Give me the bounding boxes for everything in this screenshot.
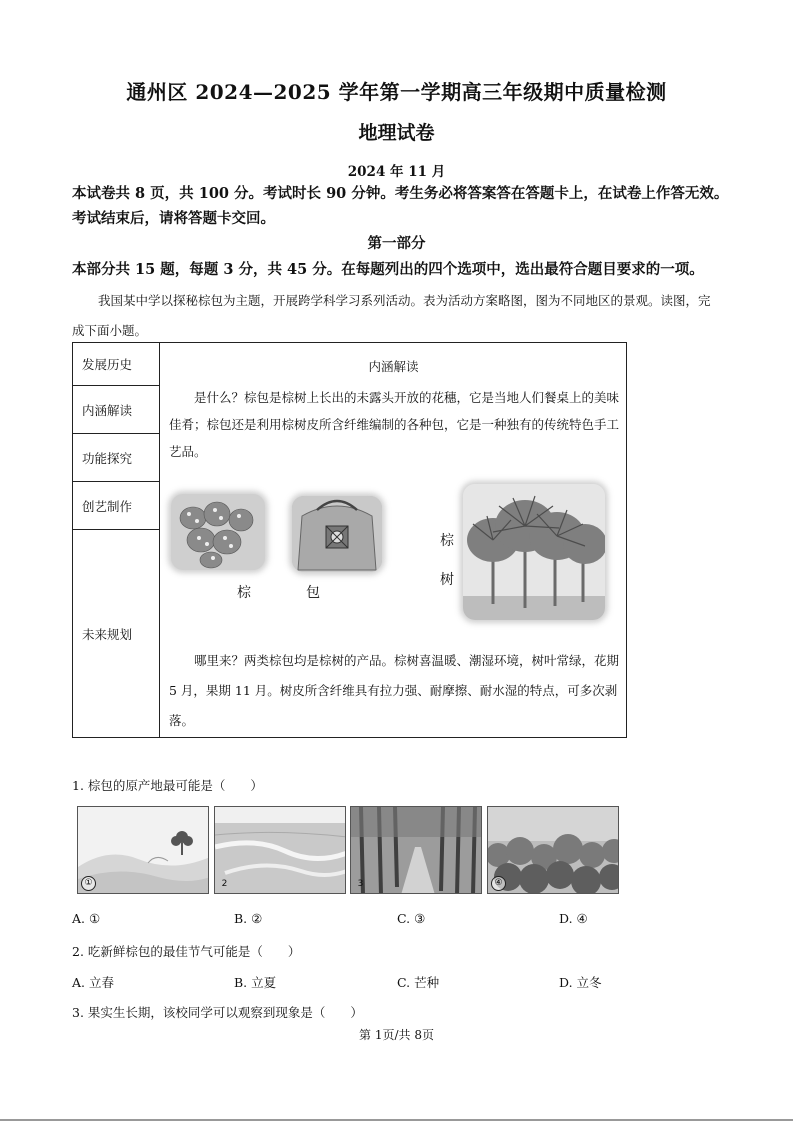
question-3-stem: 3. 果实生长期，该校同学可以观察到现象是（ ） [72, 1005, 363, 1020]
exam-notice: 本试卷共 8 页，共 100 分。考试时长 90 分钟。考生务必将答案答在答题卡上，在试卷上作答无效。考试结束后，请将答题卡交回。 [72, 185, 729, 227]
q2-option-c[interactable]: C. 芒种 [397, 975, 440, 990]
table-item-meaning: 内涵解读 [73, 386, 159, 434]
image-4-number: ④ [491, 876, 506, 891]
table-item-function: 功能探究 [73, 434, 159, 482]
q1-option-d[interactable]: D. ④ [559, 911, 588, 926]
palm-tree-photo [463, 484, 605, 620]
table-item-history: 发展历史 [73, 343, 159, 386]
exam-subject: 地理试卷 [358, 122, 435, 144]
table-left-column [73, 343, 160, 737]
activity-plan-table [72, 342, 627, 738]
image-2-number: 2 [221, 879, 228, 889]
q2-option-a[interactable]: A. 立春 [72, 975, 114, 990]
landscape-image-3 [350, 806, 482, 894]
bottom-divider [0, 1119, 793, 1121]
exam-date: 2024 年 11 月 [347, 164, 446, 180]
part-heading: 第一部分 [367, 235, 426, 252]
content-heading: 内涵解读 [368, 359, 419, 374]
table-item-creation: 创艺制作 [73, 482, 159, 530]
table-content [161, 343, 626, 737]
landscape-image-4 [487, 806, 619, 894]
q1-option-b[interactable]: B. ② [234, 911, 263, 926]
label-tree-1: 棕 [440, 533, 454, 549]
page-footer: 第 1页/共 8页 [359, 1028, 434, 1042]
q2-option-d[interactable]: D. 立冬 [559, 975, 602, 990]
image-3-number: 3 [357, 879, 364, 889]
landscape-image-2 [214, 806, 346, 894]
table-item-future: 未来规划 [82, 626, 133, 642]
palm-bag-photo [292, 496, 382, 572]
label-zong: 棕 [237, 585, 251, 601]
palm-flower-photo [171, 494, 265, 570]
content-paragraph-what: 是什么？棕包是棕树上长出的未露头开放的花穗，它是当地人们餐桌上的美味佳肴；棕包还是利用棕树皮所含纤维编制的各种包，它是一种独有的传统特色手工艺品。 [169, 390, 620, 459]
question-2-stem: 2. 吃新鲜棕包的最佳节气可能是（ ） [72, 944, 301, 959]
content-paragraph-where: 哪里来？两类棕包均是棕树的产品。棕树喜温暖、潮湿环境，树叶常绿，花期 5 月，果期 11 月。树皮所含纤维具有拉力强、耐摩擦、耐水湿的特点，可多次剥落。 [169, 653, 620, 728]
q1-option-a[interactable]: A. ① [72, 911, 101, 926]
label-bao: 包 [306, 585, 320, 601]
part-description: 本部分共 15 题，每题 3 分，共 45 分。在每题列出的四个选项中，选出最符合题目要求的一项。 [72, 261, 704, 278]
landscape-image-1 [77, 806, 209, 894]
q1-option-c[interactable]: C. ③ [397, 911, 426, 926]
question-1-stem: 1. 棕包的原产地最可能是（ ） [72, 778, 263, 793]
material-intro: 我国某中学以探秘棕包为主题，开展跨学科学习系列活动。表为活动方案略图，图为不同地区的景观。读图，完成下面小题。 [72, 293, 711, 338]
exam-title: 通州区 2024—2025 学年第一学期高三年级期中质量检测 [126, 80, 667, 104]
label-tree-2: 树 [440, 572, 454, 588]
image-1-number: ① [81, 876, 96, 891]
q2-option-b[interactable]: B. 立夏 [234, 975, 277, 990]
